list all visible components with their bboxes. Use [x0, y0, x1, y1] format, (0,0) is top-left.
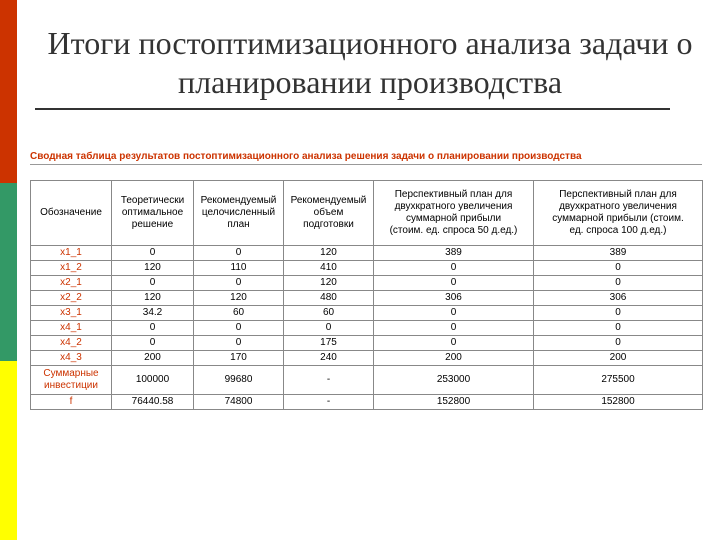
table-cell: 275500	[534, 366, 703, 395]
table-row	[31, 246, 703, 261]
table-cell: 99680	[194, 366, 284, 395]
table-cell: 34.2	[112, 306, 194, 321]
table-cell: 0	[374, 321, 534, 336]
table-cell: 120	[112, 291, 194, 306]
table-cell: 100000	[112, 366, 194, 395]
slide-title: Итоги постоптимизационного анализа задачи о планировании производства	[47, 25, 693, 100]
table-cell: 306	[534, 291, 703, 306]
table-cell: 0	[194, 276, 284, 291]
col-header-plan-50: Перспективный план для двухкратного увеличения суммарной прибыли (стоим. ед. спроса 50 д.ед.)	[374, 181, 534, 246]
table-cell: 120	[284, 246, 374, 261]
table-cell: 76440.58	[112, 395, 194, 410]
table-cell: 0	[194, 336, 284, 351]
table-cell: 0	[374, 336, 534, 351]
row-label: x1_2	[31, 261, 112, 276]
table-cell: 0	[194, 246, 284, 261]
table-cell: 410	[284, 261, 374, 276]
table-cell: 200	[112, 351, 194, 366]
table-row	[31, 276, 703, 291]
table-cell: 0	[534, 336, 703, 351]
row-label: Суммарные инвестиции	[31, 366, 112, 395]
table-cell: 60	[194, 306, 284, 321]
row-label: x3_1	[31, 306, 112, 321]
title-underline	[35, 108, 670, 110]
results-table	[30, 180, 703, 410]
table-row	[31, 261, 703, 276]
table-cell: 0	[374, 261, 534, 276]
table-cell: -	[284, 366, 374, 395]
table-row	[31, 351, 703, 366]
table-cell: 0	[194, 321, 284, 336]
header-row	[31, 181, 703, 246]
row-label: f	[31, 395, 112, 410]
caption-divider	[30, 164, 702, 165]
row-label: x4_2	[31, 336, 112, 351]
table-cell: 0	[112, 336, 194, 351]
table-cell: 60	[284, 306, 374, 321]
col-header-plan-100: Перспективный план для двухкратного увеличения суммарной прибыли (стоим. ед. спроса 100 д.ед.)	[534, 181, 703, 246]
table-cell: 0	[534, 276, 703, 291]
row-label: x4_1	[31, 321, 112, 336]
table-cell: 74800	[194, 395, 284, 410]
table-cell: 0	[534, 306, 703, 321]
table-cell: 0	[374, 306, 534, 321]
col-header-integer-plan: Рекомендуемый целочисленный план	[194, 181, 284, 246]
col-header-preparation-volume: Рекомендуемый объем подготовки	[284, 181, 374, 246]
table-cell: 306	[374, 291, 534, 306]
accent-bar-red	[0, 0, 17, 183]
row-label: x4_3	[31, 351, 112, 366]
col-header-designation: Обозначение	[31, 181, 112, 246]
table-cell: 240	[284, 351, 374, 366]
table-row-total-investment	[31, 366, 703, 395]
table-cell: 200	[534, 351, 703, 366]
table-cell: 389	[534, 246, 703, 261]
table-cell: 0	[112, 321, 194, 336]
row-label: x1_1	[31, 246, 112, 261]
table-cell: 120	[112, 261, 194, 276]
table-cell: 110	[194, 261, 284, 276]
table-cell: -	[284, 395, 374, 410]
accent-bar-green	[0, 183, 17, 361]
accent-bar-yellow	[0, 361, 17, 540]
table-caption: Сводная таблица результатов постоптимизационного анализа решения задачи о планировании производства	[30, 151, 582, 162]
table-cell: 253000	[374, 366, 534, 395]
table-cell: 120	[194, 291, 284, 306]
col-header-theoretical-optimum: Теоретически оптимальное решение	[112, 181, 194, 246]
table-cell: 480	[284, 291, 374, 306]
table-cell: 152800	[534, 395, 703, 410]
table-row	[31, 291, 703, 306]
table-cell: 0	[534, 321, 703, 336]
row-label: x2_2	[31, 291, 112, 306]
row-label: x2_1	[31, 276, 112, 291]
table-cell: 0	[112, 246, 194, 261]
table-row-objective	[31, 395, 703, 410]
table-cell: 0	[374, 276, 534, 291]
table-cell: 0	[112, 276, 194, 291]
table-cell: 389	[374, 246, 534, 261]
table-cell: 175	[284, 336, 374, 351]
table-cell: 170	[194, 351, 284, 366]
table-cell: 0	[284, 321, 374, 336]
table-row	[31, 306, 703, 321]
table-row	[31, 336, 703, 351]
table-cell: 120	[284, 276, 374, 291]
table-cell: 152800	[374, 395, 534, 410]
table-row	[31, 321, 703, 336]
table-cell: 0	[534, 261, 703, 276]
table-cell: 200	[374, 351, 534, 366]
